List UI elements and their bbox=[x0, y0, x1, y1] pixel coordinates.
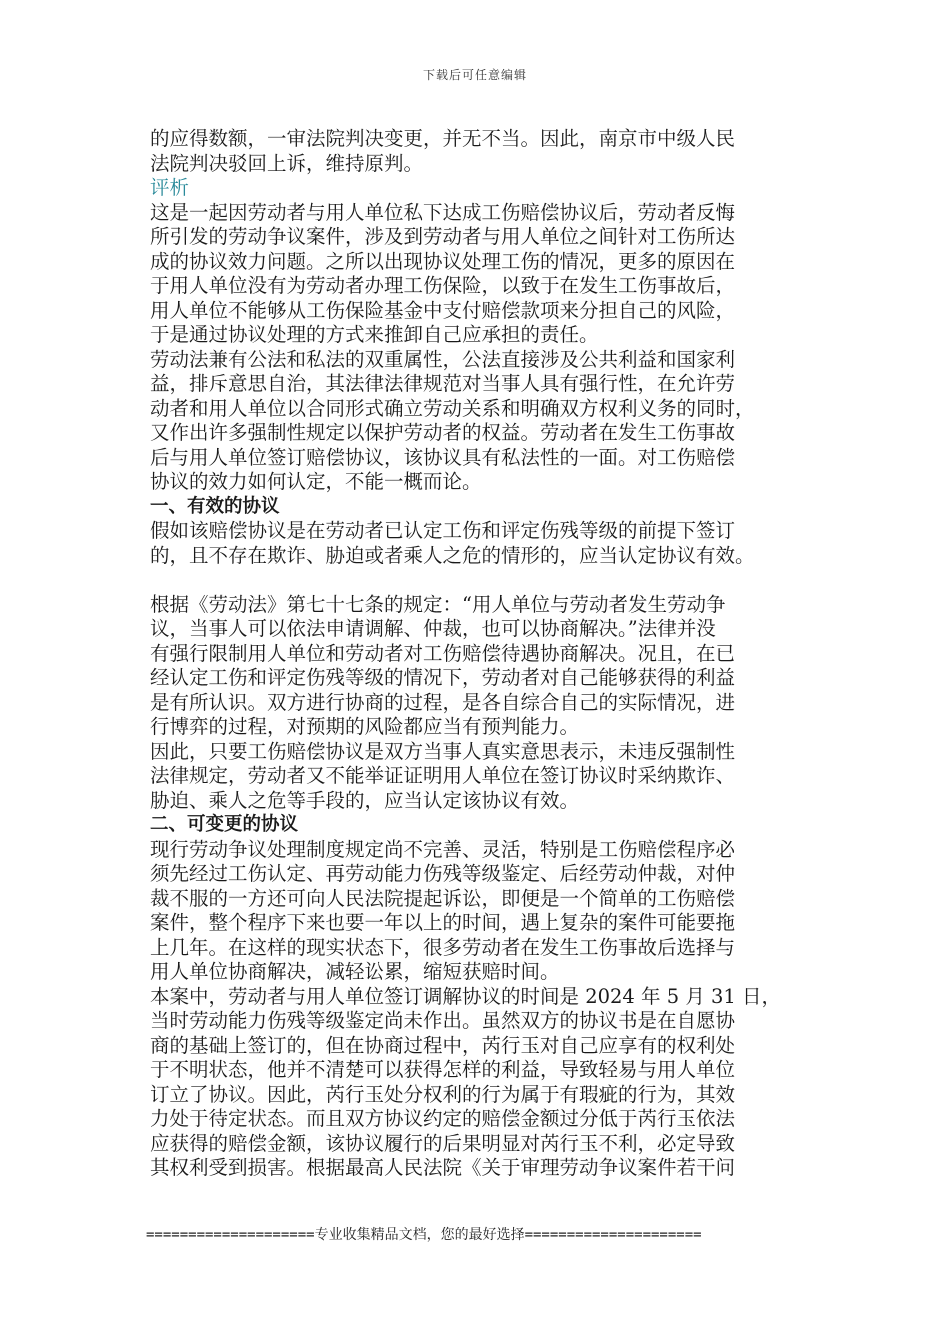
text-line: 订立了协议。因此，芮行玉处分权利的行为属于有瑕疵的行为，其效 bbox=[150, 1082, 736, 1106]
text-line: 商的基础上签订的，但在协商过程中，芮行玉对自己应享有的权利处 bbox=[150, 1033, 736, 1057]
text-line: 当时劳动能力伤残等级鉴定尚未作出。虽然双方的协议书是在自愿协 bbox=[150, 1009, 736, 1032]
text-line: 用人单位协商解决，减轻讼累，缩短获赔时间。 bbox=[150, 960, 560, 983]
text-line: 经认定工伤和评定伤残等级的情况下，劳动者对自己能够获得的利益 bbox=[150, 666, 736, 689]
document-body bbox=[150, 127, 810, 1181]
text-line: 于是通过协议处理的方式来推卸自己应承担的责任。 bbox=[150, 323, 599, 346]
text-line: 协议的效力如何认定，不能一概而论。 bbox=[150, 470, 482, 493]
text-line: 的，且不存在欺诈、胁迫或者乘人之危的情形的，应当认定协议有效。 bbox=[150, 543, 755, 567]
text-line: 本案中，劳动者与用人单位签订调解协议的时间是 2024 年 5 月 31 日， bbox=[150, 984, 782, 1008]
text-line: 益，排斥意思自治，其法律法律规范对当事人具有强行性，在允许劳 bbox=[150, 372, 736, 395]
text-line: 于不明状态，他并不清楚可以获得怎样的利益，导致轻易与用人单位 bbox=[150, 1058, 736, 1081]
text-line: 成的协议效力问题。之所以出现协议处理工伤的情况，更多的原因在 bbox=[150, 249, 736, 273]
text-line: 案件，整个程序下来也要一年以上的时间，遇上复杂的案件可能要拖 bbox=[150, 911, 736, 934]
text-line: 法律规定，劳动者又不能举证证明用人单位在签订协议时采纳欺诈、 bbox=[150, 764, 736, 787]
text-line: 须先经过工伤认定、再劳动能力伤残等级鉴定、后经劳动仲裁，对仲 bbox=[150, 862, 736, 885]
section-heading: 二、可变更的协议 bbox=[150, 814, 299, 835]
text-line: 因此，只要工伤赔偿协议是双方当事人真实意思表示，未违反强制性 bbox=[150, 739, 736, 763]
text-line: 的应得数额，一审法院判决变更，并无不当。因此，南京市中级人民 bbox=[150, 127, 736, 150]
text-line: 上几年。在这样的现实状态下，很多劳动者在发生工伤事故后选择与 bbox=[150, 935, 736, 959]
section-heading: 一、有效的协议 bbox=[150, 495, 280, 517]
text-line: 其权利受到损害。根据最高人民法院《关于审理劳动争议案件若干问 bbox=[150, 1156, 736, 1179]
text-line: 所引发的劳动争议案件，涉及到劳动者与用人单位之间针对工伤所达 bbox=[150, 225, 736, 248]
text-line: 是有所认识。双方进行协商的过程，是各自综合自己的实际情况，进 bbox=[150, 690, 736, 714]
blank-line bbox=[150, 568, 810, 593]
text-line: 这是一起因劳动者与用人单位私下达成工伤赔偿协议后，劳动者反悔 bbox=[150, 200, 736, 224]
text-line: 应获得的赔偿金额，该协议履行的后果明显对芮行玉不利，必定导致 bbox=[150, 1131, 736, 1155]
section-label: 评析 bbox=[150, 176, 190, 199]
text-line: 议，当事人可以依法申请调解、仲裁，也可以协商解决。”法律并没 bbox=[150, 617, 716, 640]
text-line: 又作出许多强制性规定以保护劳动者的权益。劳动者在发生工伤事故 bbox=[150, 421, 736, 444]
text-line: 力处于待定状态。而且双方协议约定的赔偿金额过分低于芮行玉依法 bbox=[150, 1107, 736, 1130]
text-line: 根据《劳动法》第七十七条的规定：“用人单位与劳动者发生劳动争 bbox=[150, 592, 726, 616]
text-line: 动者和用人单位以合同形式确立劳动关系和明确双方权利义务的同时， bbox=[150, 396, 755, 420]
text-line: 裁不服的一方还可向人民法院提起诉讼，即便是一个简单的工伤赔偿 bbox=[150, 886, 736, 910]
text-line: 用人单位不能够从工伤保险基金中支付赔偿款项来分担自己的风险， bbox=[150, 298, 736, 322]
text-line: 假如该赔偿协议是在劳动者已认定工伤和评定伤残等级的前提下签订 bbox=[150, 519, 736, 542]
text-line: 胁迫、乘人之危等手段的，应当认定该协议有效。 bbox=[150, 788, 580, 812]
text-line: 后与用人单位签订赔偿协议，该协议具有私法性的一面。对工伤赔偿 bbox=[150, 445, 736, 469]
text-line: 现行劳动争议处理制度规定尚不完善、灵活，特别是工伤赔偿程序必 bbox=[150, 837, 736, 861]
text-line: 有强行限制用人单位和劳动者对工伤赔偿待遇协商解决。况且，在已 bbox=[150, 641, 736, 665]
text-line: 劳动法兼有公法和私法的双重属性，公法直接涉及公共利益和国家利 bbox=[150, 347, 736, 371]
text-line: 行博弈的过程，对预期的风险都应当有预判能力。 bbox=[150, 715, 580, 738]
page-header: 下载后可任意编辑 bbox=[422, 68, 527, 82]
page-footer: ====================专业收集精品文档，您的最好选择===================== bbox=[146, 1227, 702, 1243]
text-line: 法院判决驳回上诉，维持原判。 bbox=[150, 151, 424, 175]
text-line: 于用人单位没有为劳动者办理工伤保险，以致于在发生工伤事故后， bbox=[150, 274, 736, 297]
